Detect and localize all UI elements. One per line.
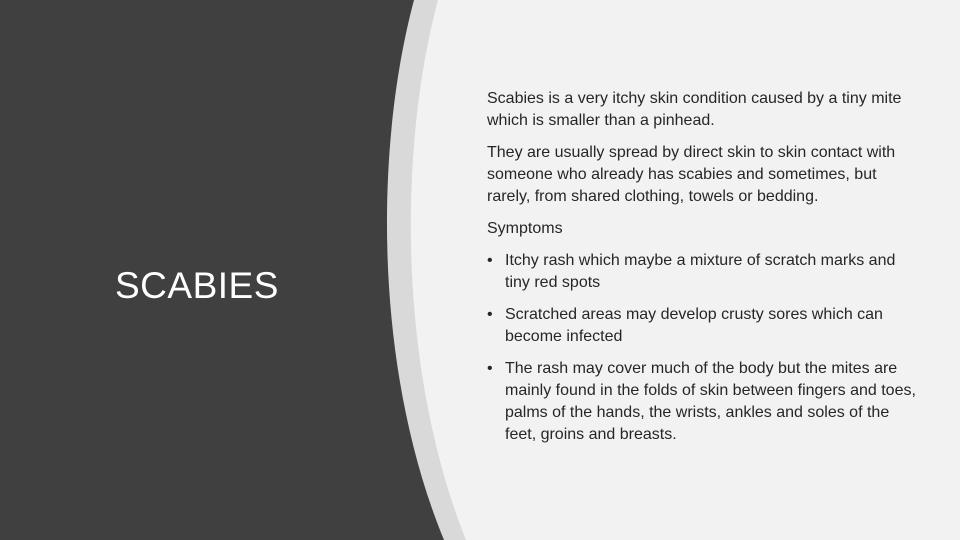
list-item-text: The rash may cover much of the body but the mites are mainly found in the folds of skin between fingers and toes, palms of the hands, the wrists, ankles and soles of the feet, groins and breasts. bbox=[505, 360, 916, 443]
list-item-text: Scratched areas may develop crusty sores which can become infected bbox=[505, 306, 883, 345]
list-item bbox=[487, 358, 917, 446]
bullet-icon: • bbox=[487, 360, 493, 377]
bullet-icon: • bbox=[487, 252, 493, 269]
body-content bbox=[487, 88, 917, 456]
list-item-text: Itchy rash which maybe a mixture of scratch marks and tiny red spots bbox=[505, 252, 896, 291]
symptoms-heading: Symptoms bbox=[487, 220, 563, 237]
intro-paragraph: Scabies is a very itchy skin condition caused by a tiny mite which is smaller than a pinhead. bbox=[487, 90, 902, 129]
list-item bbox=[487, 250, 917, 294]
symptoms-list bbox=[487, 250, 917, 446]
bullet-icon: • bbox=[487, 306, 493, 323]
transmission-paragraph: They are usually spread by direct skin to skin contact with someone who already has scabies and sometimes, but rarely, from shared clothing, towels or bedding. bbox=[487, 144, 896, 205]
slide-title: SCABIES bbox=[115, 265, 279, 306]
list-item bbox=[487, 304, 917, 348]
